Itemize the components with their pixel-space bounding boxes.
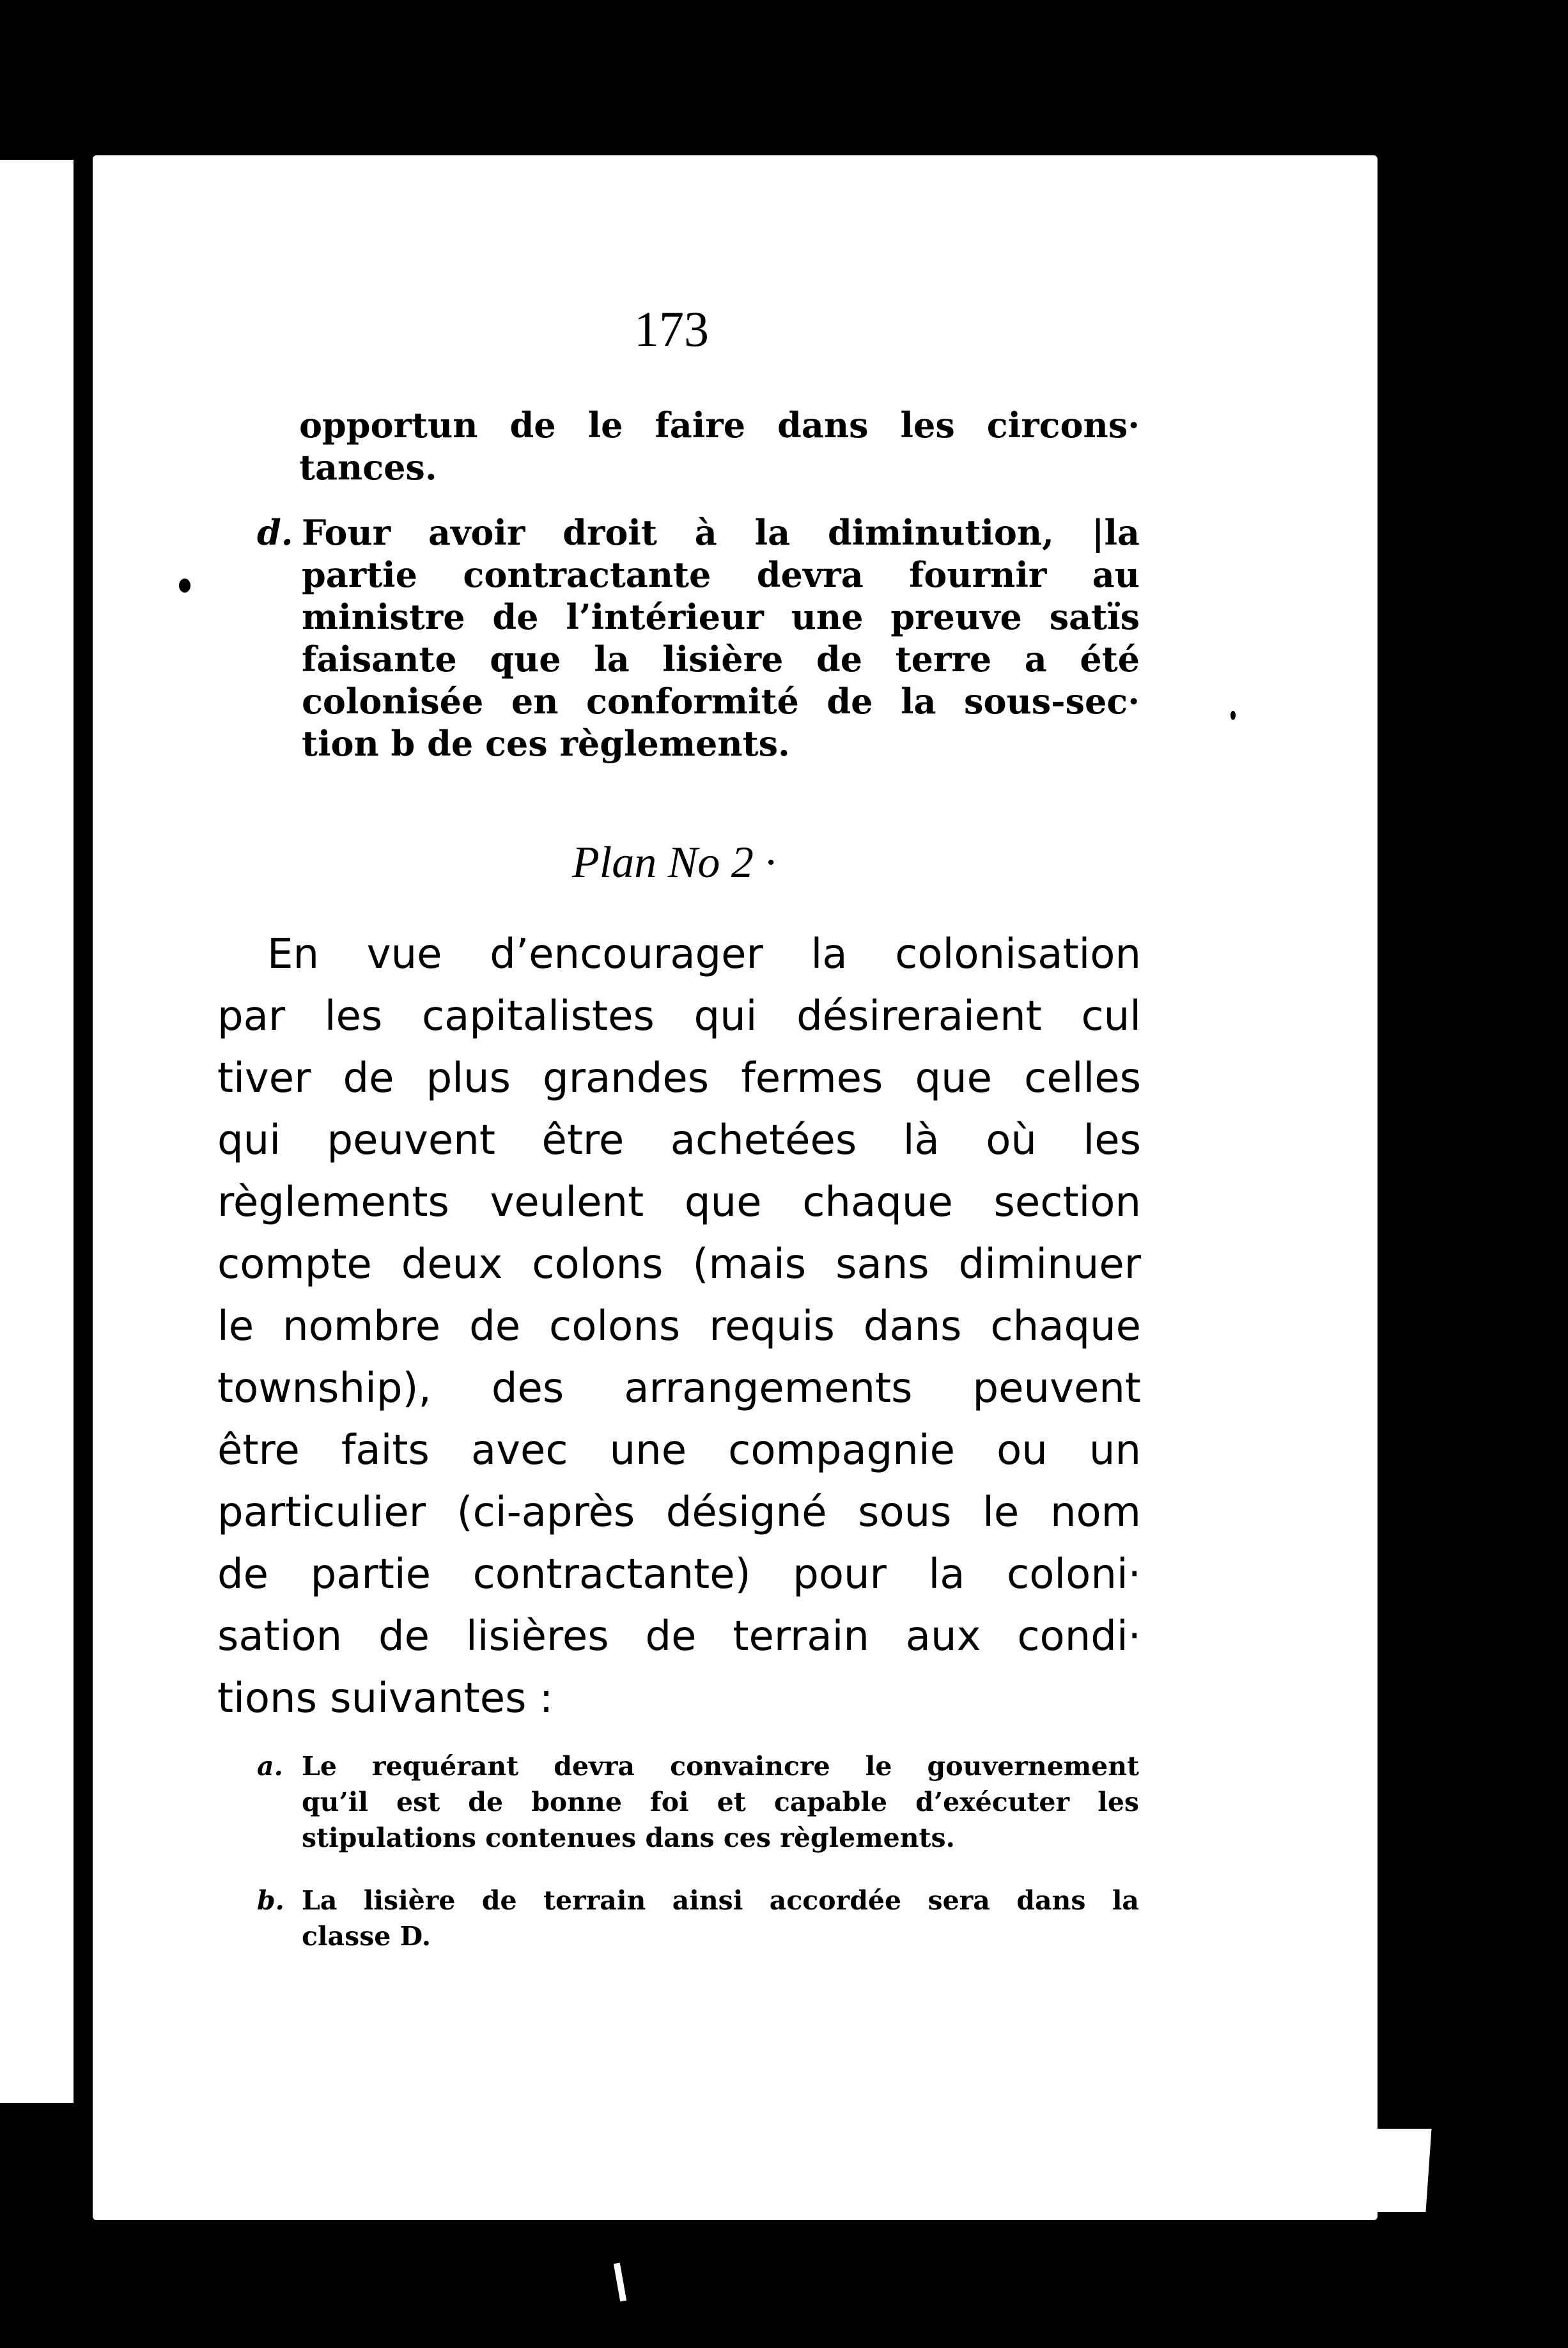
body-paragraph xyxy=(217,924,1141,1730)
text-line: ministre de l’intérieur une preuve satïs xyxy=(302,596,1140,637)
text-line: partie contractante devra fournir au xyxy=(302,554,1140,595)
page-number: 173 xyxy=(634,301,709,357)
text-line: tiver de plus grandes fermes que celles xyxy=(217,1055,1141,1102)
scan-edge-strip xyxy=(0,160,74,2103)
item-a-label: a. xyxy=(257,1751,283,1782)
text-line: township), des arrangements peuvent xyxy=(217,1365,1141,1412)
text-line: particulier (ci-après désigné sous le nom xyxy=(217,1489,1141,1536)
text-line: Four avoir droit à la diminution, |la xyxy=(302,512,1140,553)
text-line: faisante que la lisière de terre a été xyxy=(302,639,1140,680)
section-heading: Plan No 2 · xyxy=(572,838,776,887)
scan-artifact-mark xyxy=(614,2263,626,2302)
text-line: tion b de ces règlements. xyxy=(302,723,790,764)
text-line: de partie contractante) pour la coloni· xyxy=(217,1551,1141,1598)
text-line: opportun de le faire dans les circons· xyxy=(299,405,1140,446)
text-line: qu’il est de bonne foi et capable d’exécuter les xyxy=(302,1787,1139,1817)
text-line: tions suivantes : xyxy=(217,1675,554,1722)
item-b-label: b. xyxy=(257,1885,284,1916)
scan-corner-fragment xyxy=(1368,2129,1431,2212)
text-line: colonisée en conformité de la sous-sec· xyxy=(302,681,1140,722)
text-line: le nombre de colons requis dans chaque xyxy=(217,1303,1141,1350)
item-b-paragraph xyxy=(302,1883,1139,1954)
text-line: par les capitalistes qui désireraient cul xyxy=(217,993,1141,1040)
ink-speck xyxy=(179,579,190,593)
text-line: Le requérant devra convaincre le gouvernement xyxy=(302,1751,1139,1782)
text-line: qui peuvent être achetées là où les xyxy=(217,1117,1141,1164)
text-line: classe D. xyxy=(302,1921,431,1952)
text-line: compte deux colons (mais sans diminuer xyxy=(217,1241,1141,1288)
text-line: être faits avec une compagnie ou un xyxy=(217,1427,1141,1474)
item-d-paragraph xyxy=(302,511,1140,765)
text-line: sation de lisières de terrain aux condi· xyxy=(217,1613,1141,1660)
text-line: La lisière de terrain ainsi accordée sera dans la xyxy=(302,1885,1139,1916)
text-line: stipulations contenues dans ces règlements. xyxy=(302,1823,955,1853)
text-line: En vue d’encourager la colonisation xyxy=(267,931,1141,978)
item-a-paragraph xyxy=(302,1748,1139,1856)
text-line: tances. xyxy=(299,447,437,488)
text-line: règlements veulent que chaque section xyxy=(217,1179,1141,1226)
ink-speck xyxy=(1230,711,1236,720)
item-d-label: d. xyxy=(257,512,293,553)
continuation-paragraph xyxy=(299,404,1140,488)
